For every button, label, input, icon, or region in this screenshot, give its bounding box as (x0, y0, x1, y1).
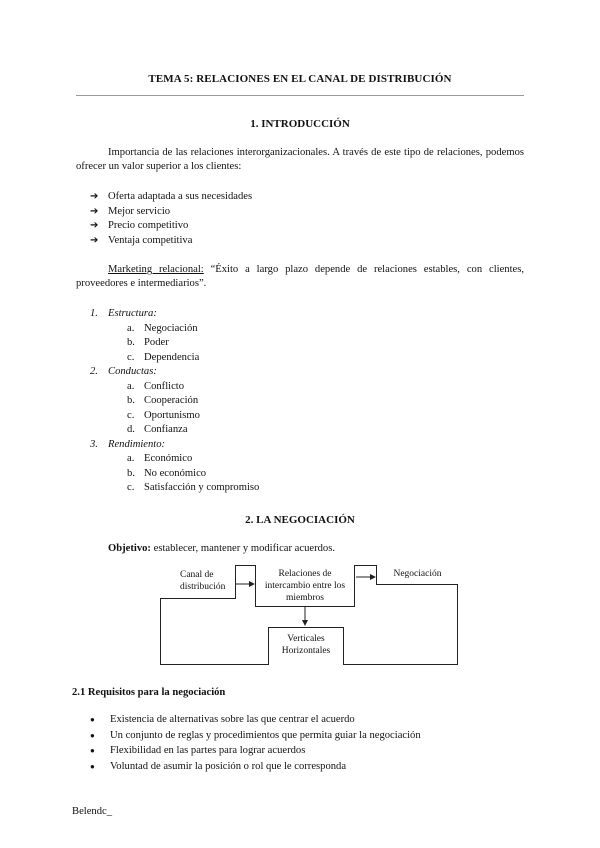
requirement-item: ● Flexibilidad en las partes para lograr acuerdos (90, 744, 421, 760)
outline-subitem-text: Confianza (144, 424, 188, 435)
outline-item (90, 307, 259, 322)
outline-list (90, 307, 259, 496)
outline-letter: a. (127, 322, 135, 334)
outline-item (90, 365, 259, 380)
outline-number: 3. (90, 438, 98, 450)
outline-subitem (90, 380, 259, 395)
horizontales-label: Horizontales (281, 646, 331, 656)
benefit-item: ➔ Ventaja competitiva (90, 234, 252, 249)
tipos-box (268, 627, 344, 665)
title-divider (76, 95, 524, 96)
outline-subitem (90, 467, 259, 482)
section-2-heading: 2. LA NEGOCIACIÓN (245, 514, 355, 526)
requirement-item: ● Un conjunto de reglas y procedimientos que permita guiar la negociación (90, 729, 421, 745)
objective-text: establecer, mantener y modificar acuerdos. (150, 543, 335, 554)
negotiation-diagram (160, 565, 458, 665)
verticales-label: Verticales (287, 634, 325, 644)
footer-author: Belendc_ (72, 806, 113, 817)
requirement-item: ● Voluntad de asumir la posición o rol que le corresponda (90, 760, 421, 776)
outline-letter: a. (127, 453, 135, 464)
outline-subitem-text: Dependencia (144, 351, 200, 363)
canal-box: Canal de distribución (160, 565, 236, 599)
outline-letter: b. (127, 337, 135, 348)
outline-letter: b. (127, 395, 135, 406)
outline-subitem (90, 336, 259, 351)
objective-label: Objetivo: (108, 543, 151, 554)
subsection-heading: 2.1 Requisitos para la negociación (72, 687, 226, 698)
outline-subitem (90, 322, 259, 337)
outline-subitem (90, 351, 259, 366)
benefits-list (90, 190, 252, 248)
requirement-item: ● Existencia de alternativas sobre las que centrar el acuerdo (90, 713, 421, 729)
marketing-label: Marketing relacional: (108, 264, 204, 275)
benefit-item: ➔ Mejor servicio (90, 205, 252, 220)
outline-letter: a. (127, 380, 135, 392)
outline-label: Estructura: (108, 308, 157, 319)
outline-letter: c. (127, 409, 135, 421)
outline-subitem-text: Negociación (144, 322, 198, 334)
outline-subitem (90, 452, 259, 467)
benefit-item: ➔ Precio competitivo (90, 219, 252, 234)
document-title: TEMA 5: RELACIONES EN EL CANAL DE DISTRIBUCIÓN (148, 73, 452, 85)
benefit-item: ➔ Oferta adaptada a sus necesidades (90, 190, 252, 205)
negociacion-box: Negociación (376, 565, 458, 585)
intro-paragraph (76, 146, 524, 174)
intro-text: Importancia de las relaciones interorganizacionales. A través de este tipo de relaciones, podemos ofrecer un valor superior a los clientes: (76, 147, 524, 172)
outline-letter: c. (127, 351, 135, 363)
outline-letter: c. (127, 482, 135, 493)
outline-subitem-text: Satisfacción y compromiso (144, 482, 260, 493)
outline-letter: b. (127, 467, 135, 479)
outline-label: Rendimiento: (108, 438, 166, 450)
requirements-list (90, 713, 421, 775)
outline-subitem-text: Cooperación (144, 395, 199, 406)
outline-subitem-text: Económico (144, 453, 193, 464)
objective-line (108, 542, 335, 556)
outline-item (90, 438, 259, 453)
outline-number: 2. (90, 366, 98, 377)
outline-subitem (90, 423, 259, 438)
outline-subitem-text: Oportunismo (144, 409, 200, 421)
outline-letter: d. (127, 424, 135, 435)
outline-label: Conductas: (108, 366, 157, 377)
outline-number: 1. (90, 308, 98, 319)
marketing-paragraph (76, 263, 524, 291)
outline-subitem (90, 481, 259, 496)
marketing-text: “Éxito a largo plazo depende de relaciones estables, con clientes, proveedores e intermediarios”. (76, 264, 524, 289)
outline-subitem (90, 394, 259, 409)
outline-subitem (90, 409, 259, 424)
relaciones-box: Relaciones de intercambio entre los miembros (255, 565, 355, 607)
outline-subitem-text: Poder (144, 337, 169, 348)
outline-subitem-text: Conflicto (144, 380, 185, 392)
outline-subitem-text: No económico (144, 467, 207, 479)
section-1-heading: 1. INTRODUCCIÓN (250, 118, 350, 130)
